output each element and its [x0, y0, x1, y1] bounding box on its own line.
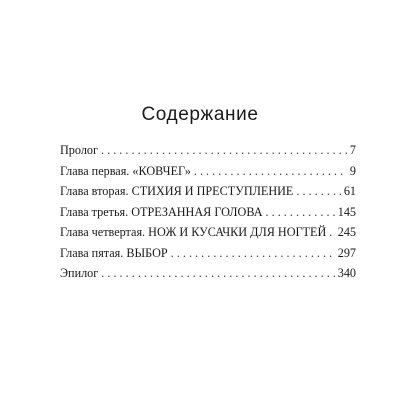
- toc-entry-label: [60, 225, 326, 240]
- dot-leader: [171, 246, 335, 261]
- toc-entry-prefix: Глава вторая.: [60, 184, 132, 198]
- toc-entry-chapter-2[interactable]: [60, 184, 356, 205]
- toc-entry-label: [60, 266, 98, 281]
- page-title: Содержание: [141, 104, 259, 125]
- toc-entry-chapter-4[interactable]: [60, 225, 356, 246]
- toc-entry-prefix: Глава первая.: [60, 163, 133, 178]
- toc-entry-prologue[interactable]: [60, 143, 356, 164]
- toc-entry-chapter-1[interactable]: [60, 164, 356, 185]
- toc-entry-label: [60, 164, 191, 179]
- toc-entry-prefix: Глава пятая.: [60, 245, 127, 260]
- toc-entry-page: 297: [337, 245, 356, 260]
- toc-entry-name: НОЖ И КУСАЧКИ ДЛЯ НОГТЕЙ: [148, 225, 327, 239]
- toc-entry-page: 9: [349, 163, 356, 178]
- dot-leader: [194, 164, 347, 179]
- dot-leader: [266, 205, 335, 220]
- toc-entry-page: 340: [337, 266, 356, 280]
- dot-leader: [101, 266, 334, 281]
- toc-entry-epilogue[interactable]: [60, 266, 356, 287]
- toc-entry-page: 7: [349, 143, 356, 157]
- table-of-contents: [60, 143, 356, 287]
- dot-leader: [296, 184, 340, 199]
- dot-leader: [101, 143, 347, 158]
- toc-entry-name: ОТРЕЗАННАЯ ГОЛОВА: [131, 204, 263, 219]
- toc-entry-prefix: Глава четвертая.: [60, 225, 149, 239]
- toc-entry-name: СТИХИЯ И ПРЕСТУПЛЕНИЕ: [131, 184, 294, 198]
- toc-entry-chapter-3[interactable]: [60, 205, 356, 226]
- toc-entry-prefix: Глава третья.: [60, 204, 132, 219]
- dot-leader: [329, 225, 334, 240]
- toc-entry-label: [60, 205, 263, 220]
- toc-entry-name: «КОВЧЕГ»: [132, 163, 191, 178]
- toc-entry-name: Эпилог: [60, 266, 99, 280]
- toc-entry-name: Пролог: [60, 143, 99, 157]
- toc-entry-page: 145: [337, 204, 356, 219]
- toc-entry-page: 61: [343, 184, 356, 198]
- toc-entry-chapter-5[interactable]: [60, 246, 356, 267]
- toc-entry-page: 245: [337, 225, 356, 239]
- toc-entry-label: [60, 184, 293, 199]
- toc-entry-label: [60, 246, 168, 261]
- toc-entry-label: [60, 143, 98, 158]
- toc-entry-name: ВЫБОР: [126, 245, 168, 260]
